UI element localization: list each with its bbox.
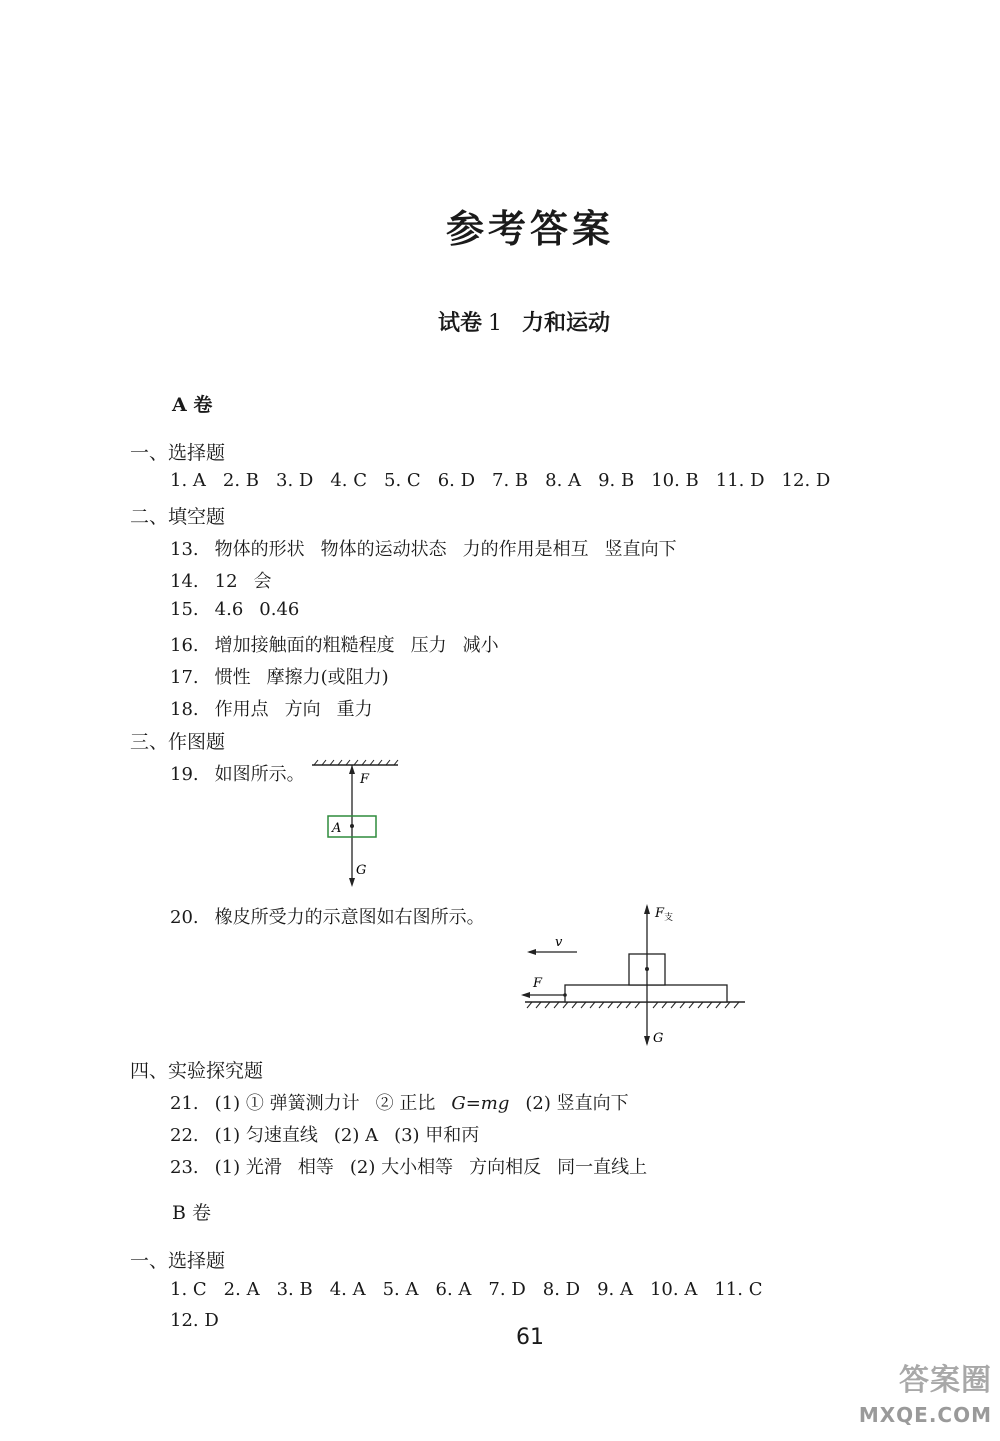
answer-item: 10. B	[651, 470, 699, 491]
watermark-bottom: MXQE.COM	[858, 1403, 992, 1427]
paper-subtitle	[438, 306, 610, 337]
question-number: 22.	[170, 1125, 199, 1146]
answer-part: 力的作用是相互	[462, 539, 589, 560]
answer-item: 4. C	[330, 470, 368, 491]
answer-item: 9. B	[598, 470, 635, 491]
arrow-g-down	[349, 878, 355, 887]
label-v: v	[555, 935, 563, 950]
section-heading: 一、选择题	[130, 1250, 226, 1272]
answer-part: ② 正比	[375, 1093, 436, 1114]
question-number: 15.	[170, 599, 199, 620]
arrow-velocity	[527, 949, 536, 955]
answer-item: 7. D	[488, 1279, 526, 1300]
answer-part: 摩擦力(或阻力)	[266, 667, 389, 688]
answer-item: 6. A	[435, 1279, 472, 1300]
question-number: 18.	[170, 699, 199, 720]
page-number: 61	[516, 1325, 544, 1350]
label-f-friction: F	[533, 976, 543, 991]
answer-line-21	[170, 1089, 645, 1115]
answer-part: 物体的运动状态	[320, 539, 447, 560]
eraser-center-dot	[645, 967, 649, 971]
volume-b-label: B 卷	[172, 1202, 212, 1224]
question-number: 19.	[170, 764, 199, 785]
eraser-force-diagram	[515, 898, 755, 1050]
watermark-top: 答案圈	[899, 1363, 992, 1398]
answer-item: 6. D	[437, 470, 476, 491]
answer-part: 竖直向下	[604, 539, 677, 560]
answer-part: 会	[253, 571, 272, 592]
question-number: 14.	[170, 571, 199, 592]
answer-line-22	[170, 1121, 495, 1147]
answer-item: 12. D	[781, 470, 831, 491]
answer-part: 方向	[284, 699, 321, 720]
answer-line-20	[170, 903, 501, 929]
question-number: 17.	[170, 667, 199, 688]
section-heading: 四、实验探究题	[130, 1060, 264, 1082]
answer-text: 如图所示。	[214, 764, 305, 785]
center-dot	[350, 824, 354, 828]
question-number: 20.	[170, 907, 199, 928]
page-title: 参考答案	[445, 206, 614, 251]
question-number: 23.	[170, 1157, 199, 1178]
label-a: A	[332, 821, 342, 836]
volume-a-label: A 卷	[172, 394, 213, 416]
answer-part: 同一直线上	[557, 1157, 648, 1178]
board	[565, 985, 727, 1002]
answer-item: 11. D	[715, 470, 765, 491]
ground-hatch	[527, 1002, 739, 1008]
answer-item: 10. A	[649, 1279, 698, 1300]
answer-part: 增加接触面的粗糙程度	[214, 635, 395, 656]
section-heading: 一、选择题	[130, 442, 226, 464]
answer-part: (3) 甲和丙	[394, 1125, 480, 1146]
question-number: 13.	[170, 539, 199, 560]
answer-part: 惯性	[214, 667, 251, 688]
arrow-support-up	[644, 904, 650, 914]
answer-part: 4.6	[214, 599, 244, 620]
answer-item: 9. A	[597, 1279, 633, 1300]
watermark-logo	[812, 1355, 992, 1435]
answer-part: (1) ① 弹簧测力计	[214, 1093, 360, 1114]
answer-item: 1. A	[170, 470, 206, 491]
answer-text: 橡皮所受力的示意图如右图所示。	[214, 907, 485, 928]
subtitle-name: 力和运动	[522, 310, 611, 336]
answer-part: (2) 大小相等	[349, 1157, 454, 1178]
answer-line-14	[170, 567, 288, 593]
answer-part: 压力	[410, 635, 447, 656]
answer-line-19	[170, 760, 321, 786]
answer-line-15	[170, 599, 315, 620]
answer-part: 减小	[462, 635, 499, 656]
answer-part: 0.46	[259, 599, 300, 620]
answer-part: 物体的形状	[214, 539, 305, 560]
answer-part: (1) 匀速直线	[214, 1125, 318, 1146]
choice-answers-b	[170, 1279, 779, 1300]
section-heading: 三、作图题	[130, 731, 226, 753]
answer-item: 2. B	[222, 470, 260, 491]
answer-part: G=mg	[451, 1093, 510, 1114]
answer-item: 5. C	[384, 470, 421, 491]
answer-item: 1. C	[170, 1279, 207, 1300]
answer-part: (1) 光滑	[214, 1157, 282, 1178]
choice-answers-a	[170, 470, 847, 491]
answer-line-13	[170, 535, 693, 561]
arrow-f-up	[349, 765, 355, 774]
answer-item: 7. B	[492, 470, 529, 491]
section-heading: 二、填空题	[130, 506, 226, 528]
hanging-block-diagram	[300, 755, 410, 890]
answer-item: 3. B	[276, 1279, 313, 1300]
label-f-support: $F_支$	[655, 906, 674, 923]
answer-part: (2) 竖直向下	[525, 1093, 629, 1114]
label-g2: G	[653, 1031, 664, 1046]
arrow-friction	[521, 992, 530, 998]
answer-line-16	[170, 631, 515, 657]
answer-item: 5. A	[382, 1279, 419, 1300]
answer-part: 方向相反	[469, 1157, 542, 1178]
arrow-gravity-down	[644, 1036, 650, 1046]
friction-point	[563, 993, 567, 997]
question-number: 21.	[170, 1093, 199, 1114]
answer-part: (2) A	[333, 1125, 379, 1146]
answer-part: 重力	[336, 699, 373, 720]
subtitle-label: 试卷	[438, 310, 483, 336]
label-f: F	[360, 772, 370, 787]
answer-part: 相等	[297, 1157, 334, 1178]
answer-item: 3. D	[276, 470, 314, 491]
answer-item: 8. A	[545, 470, 582, 491]
answer-item: 12. D	[170, 1310, 219, 1331]
answer-part: 12	[214, 571, 238, 592]
answer-item: 11. C	[714, 1279, 763, 1300]
label-g: G	[356, 863, 367, 878]
answer-part: 作用点	[214, 699, 269, 720]
question-number: 16.	[170, 635, 199, 656]
answer-item: 2. A	[223, 1279, 260, 1300]
answer-line-18	[170, 695, 389, 721]
subtitle-number: 1	[488, 311, 503, 336]
answer-item: 8. D	[542, 1279, 581, 1300]
answer-line-23	[170, 1153, 663, 1179]
answer-line-17	[170, 663, 405, 689]
answer-item: 4. A	[329, 1279, 366, 1300]
